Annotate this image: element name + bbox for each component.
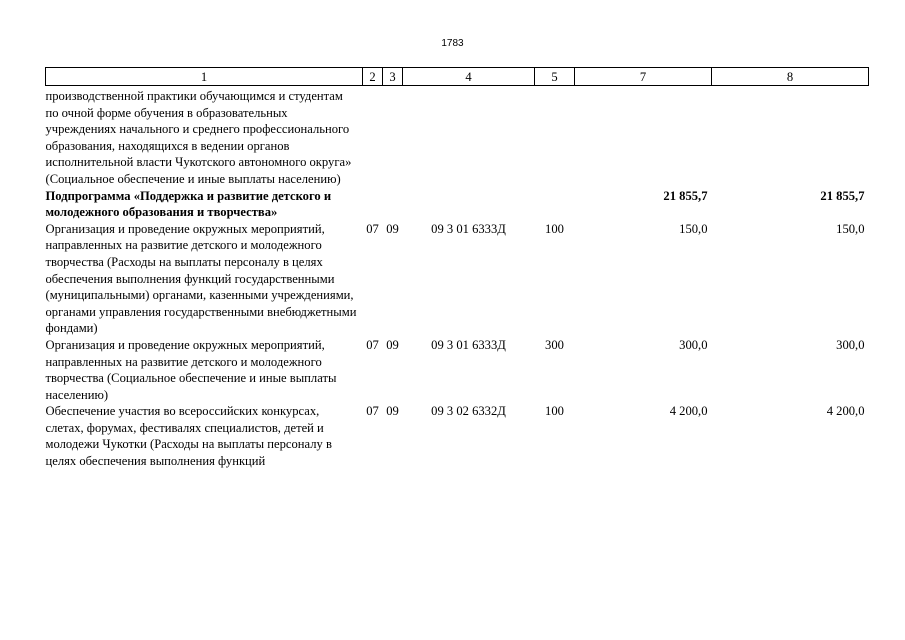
row-csr: 09 3 01 6333Д: [431, 337, 506, 352]
row-description: Подпрограмма «Поддержка и развитие детского и молодежного образования и творчества»: [45, 188, 332, 220]
table-row: [46, 337, 869, 403]
row-pr: 09: [386, 337, 399, 352]
row-csr: 09 3 02 6332Д: [431, 404, 506, 419]
row-sum-1: 300,0: [679, 337, 708, 352]
row-pr: 09: [386, 404, 399, 419]
row-vr: 300: [545, 337, 564, 352]
page-number: 1783: [441, 38, 464, 49]
header-row: [46, 68, 869, 86]
row-description: производственной практики обучающимся и студентам по очной форме обучения в образовательных учреждениях начального и среднего профессионального образования, находящихся в ведении органов исполнительной власти Чукотского автономного округа» (Социальное обеспечение и иные выплаты населению): [45, 89, 352, 186]
row-pr: [383, 188, 403, 221]
row-csr: [403, 188, 535, 221]
row-rz: [363, 86, 383, 188]
budget-table: [45, 67, 869, 470]
header-cell-1: 1: [46, 68, 363, 86]
header-cell-4: 4: [403, 68, 535, 86]
row-vr: [535, 86, 575, 188]
row-sum-2: 150,0: [836, 221, 865, 236]
row-sum-2: 21 855,7: [820, 188, 865, 203]
row-sum-1: [575, 86, 712, 188]
row-description: Организация и проведение окружных мероприятий, направленных на развитие детского и молодежного творчества (Расходы на выплаты персоналу в целях обеспечения выполнения функций государственными (муниципальными) органами, казенными учреждениями, органами управления государственными внебюджетными фондами): [45, 221, 357, 336]
row-pr: 09: [386, 221, 399, 236]
header-cell-7: 7: [575, 68, 712, 86]
row-csr: [403, 86, 535, 188]
row-pr: [383, 86, 403, 188]
row-vr: 100: [545, 404, 564, 419]
row-rz: 07: [366, 337, 379, 352]
row-sum-1: 4 200,0: [669, 404, 708, 419]
row-sum-1: 150,0: [679, 221, 708, 236]
header-cell-3: 3: [383, 68, 403, 86]
row-vr: [535, 188, 575, 221]
row-rz: 07: [366, 221, 379, 236]
row-rz: [363, 188, 383, 221]
row-description: Обеспечение участия во всероссийских конкурсах, слетах, форумах, фестивалях специалистов, детей и молодежи Чукотки (Расходы на выплаты персоналу в целях обеспечения выполнения функций: [45, 404, 332, 469]
row-sum-2: [712, 86, 869, 188]
table-row: [46, 86, 869, 188]
header-cell-2: 2: [363, 68, 383, 86]
table-row: [46, 403, 869, 469]
table-row-subprogram: [46, 188, 869, 221]
row-csr: 09 3 01 6333Д: [431, 221, 506, 236]
row-sum-2: 4 200,0: [826, 404, 865, 419]
row-vr: 100: [545, 221, 564, 236]
row-rz: 07: [366, 404, 379, 419]
header-cell-8: 8: [712, 68, 869, 86]
row-sum-2: 300,0: [836, 337, 865, 352]
row-sum-1: 21 855,7: [663, 188, 708, 203]
header-cell-5: 5: [535, 68, 575, 86]
table-row: [46, 221, 869, 337]
row-description: Организация и проведение окружных мероприятий, направленных на развитие детского и молодежного творчества (Социальное обеспечение и иные выплаты населению): [45, 337, 337, 402]
